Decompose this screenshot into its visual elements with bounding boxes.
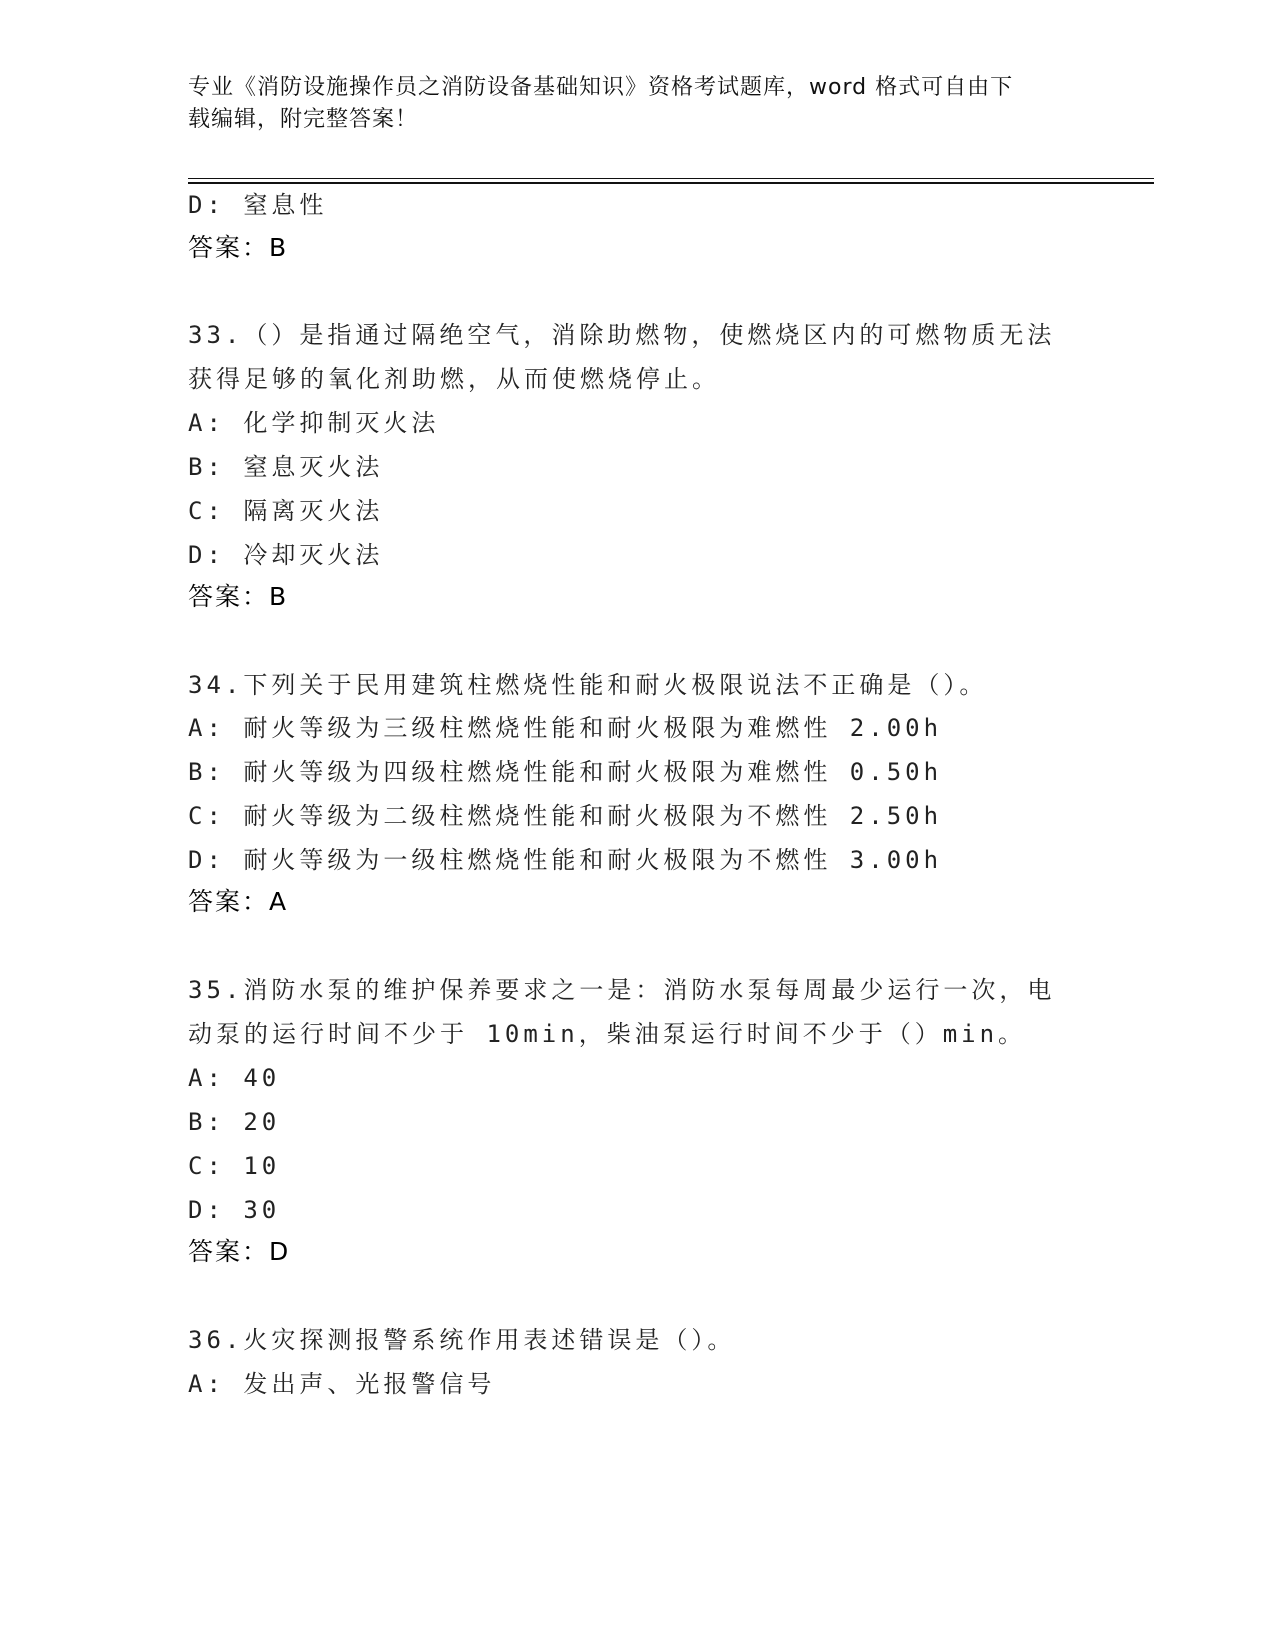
q33-option-a: A: 化学抑制灭火法 bbox=[188, 409, 440, 437]
q35-stem-line-1: 35.消防水泵的维护保养要求之一是：消防水泵每周最少运行一次，电 bbox=[188, 976, 1056, 1004]
header-divider-thin bbox=[188, 178, 1154, 179]
q33-option-d: D: 冷却灭火法 bbox=[188, 541, 384, 569]
header-line-2: 载编辑，附完整答案！ bbox=[188, 107, 419, 132]
q33-option-b: B: 窒息灭火法 bbox=[188, 453, 384, 481]
document-header bbox=[188, 72, 1068, 136]
q33-stem-line-1: 33.（）是指通过隔绝空气，消除助燃物，使燃烧区内的可燃物质无法 bbox=[188, 321, 1056, 349]
q33-stem-line-2: 获得足够的氧化剂助燃，从而使燃烧停止。 bbox=[188, 365, 720, 393]
q35-option-c: C: 10 bbox=[188, 1152, 281, 1180]
q34-stem-line-1: 34.下列关于民用建筑柱燃烧性能和耐火极限说法不正确是（）。 bbox=[188, 671, 988, 699]
q35-option-d: D: 30 bbox=[188, 1196, 281, 1224]
q35-option-a: A: 40 bbox=[188, 1064, 281, 1092]
q36-stem-line-1: 36.火灾探测报警系统作用表述错误是（）。 bbox=[188, 1326, 736, 1354]
q35-stem-line-2: 动泵的运行时间不少于 10min，柴油泵运行时间不少于（）min。 bbox=[188, 1020, 1027, 1048]
q36-option-a: A: 发出声、光报警信号 bbox=[188, 1370, 496, 1398]
header-line-1: 专业《消防设施操作员之消防设备基础知识》资格考试题库，word 格式可自由下 bbox=[188, 75, 1014, 100]
prev-answer: 答案：B bbox=[188, 233, 289, 262]
q34-option-a: A: 耐火等级为三级柱燃烧性能和耐火极限为难燃性 2.00h bbox=[188, 714, 943, 742]
q34-answer: 答案：A bbox=[188, 887, 289, 916]
q35-answer: 答案：D bbox=[188, 1237, 291, 1266]
header-divider-thick bbox=[188, 182, 1154, 184]
prev-option-d: D: 窒息性 bbox=[188, 191, 328, 219]
q34-option-b: B: 耐火等级为四级柱燃烧性能和耐火极限为难燃性 0.50h bbox=[188, 758, 943, 786]
q34-option-c: C: 耐火等级为二级柱燃烧性能和耐火极限为不燃性 2.50h bbox=[188, 802, 943, 830]
q35-option-b: B: 20 bbox=[188, 1108, 281, 1136]
q33-answer: 答案：B bbox=[188, 582, 289, 611]
q33-option-c: C: 隔离灭火法 bbox=[188, 497, 384, 525]
q34-option-d: D: 耐火等级为一级柱燃烧性能和耐火极限为不燃性 3.00h bbox=[188, 846, 943, 874]
